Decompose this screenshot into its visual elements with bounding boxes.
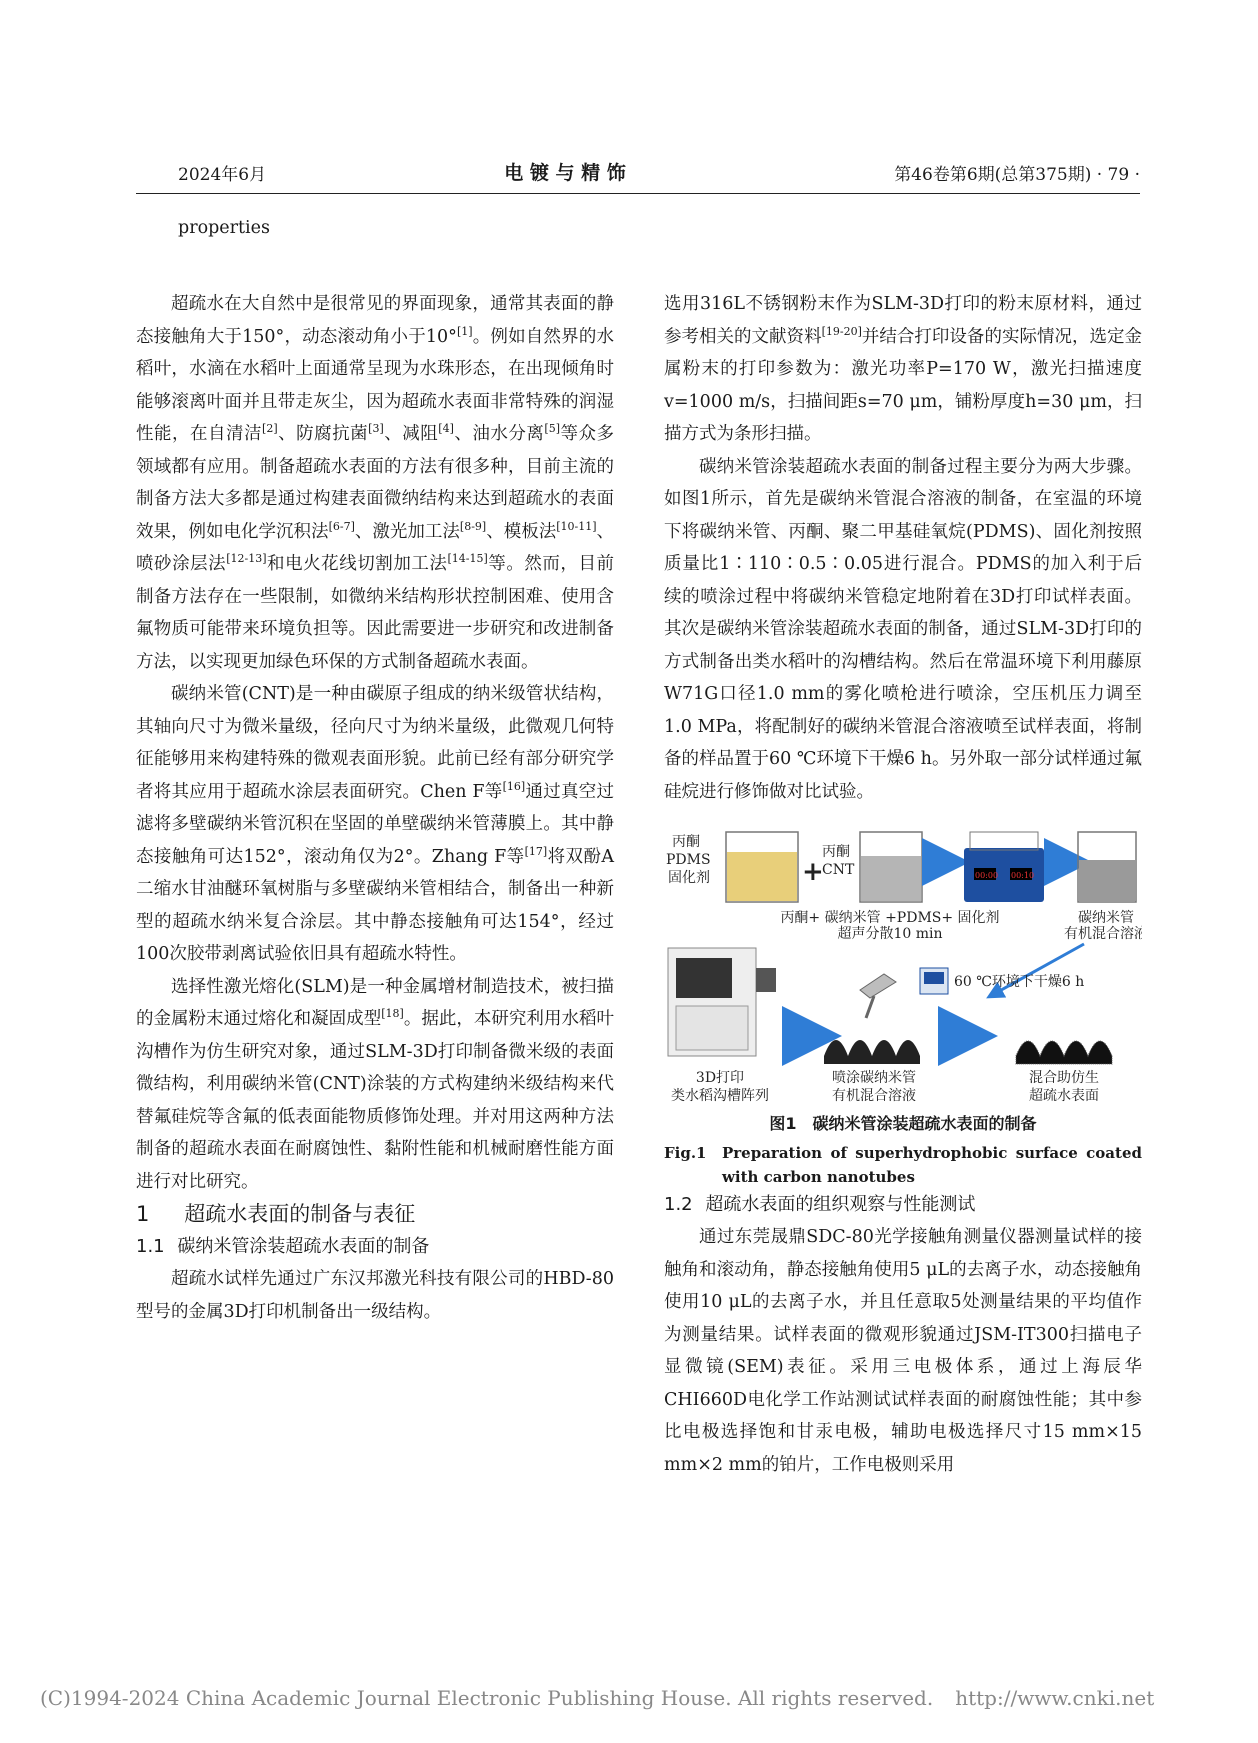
paragraph: 选用316L不锈钢粉末作为SLM-3D打印的粉末原材料，通过参考相关的文献资料[19-20]并结合打印设备的实际情况，选定金属粉末的打印参数为：激光功率P=170 W，激光扫描速度v=1000 m/s，扫描间距s=70 μm，铺粉厚度h=30 μm，扫描方式为条形扫描。 [664,294,1143,444]
svg-text:碳纳米管: 碳纳米管 [1078,910,1134,926]
paragraph: 碳纳米管涂装超疏水表面的制备过程主要分为两大步骤。如图1所示，首先是碳纳米管混合溶液的制备，在室温的环境下将碳纳米管、丙酮、聚二甲基硅氧烷(PDMS)、固化剂按照质量比1∶110∶0.5∶0.05进行混合。PDMS的加入利于后续的喷涂过程中将碳纳米管稳定地附着在3D打印试样表面。其次是碳纳米管涂装超疏水表面的制备，通过SLM-3D打印的方式制备出类水稻叶的沟槽结构。然后在常温环境下利用藤原W71G口径1.0 mm的雾化喷枪进行喷涂，空压机压力调至1.0 MPa，将配制好的碳纳米管混合溶液喷至试样表面，将制备的样品置于60 ℃环境下干燥6 h。另外取一部分试样通过氟硅烷进行修饰做对比试验。 [664,456,1142,802]
figure-1 [664,818,1142,1108]
citation: [2] [262,422,278,436]
svg-text:PDMS: PDMS [666,852,711,868]
citation: [8-9] [459,519,487,533]
citation: [6-7] [328,519,355,533]
3d-printer-icon [668,948,776,1056]
svg-text:有机混合溶液: 有机混合溶液 [1064,926,1142,942]
paragraph: 超疏水在大自然中是很常见的界面现象，通常其表面的静态接触角大于150°，动态滚动角小于10°[1]。例如自然界的水稻叶，水滴在水稻叶上面通常呈现为水珠形态，在出现倾角时能够滚离叶面并且带走灰尘，因为超疏水表面非常特殊的润湿性能，在自清洁[2]、防腐抗菌[3]、减阻[4]、油水分离[5]等众多领域都有应用。制备超疏水表面的方法有很多种，目前主流的制备方法大多都是通过构建表面微纳结构来达到超疏水的表面效果，例如电化学沉积法[6-7]、激光加工法[8-9]、模板法[10-11]、喷砂涂层法[12-13]和电火花线切割加工法[14-15]等。然而，目前制备方法存在一些限制，如微纳米结构形状控制困难、使用含氟物质可能带来环境负担等。因此需要进一步研究和改进制备方法，以实现更加绿色环保的方式制备超疏水表面。 [136,294,615,672]
citation: [10-11] [556,519,597,533]
svg-text:CNT: CNT [822,862,855,878]
drying-oven-icon [920,968,948,994]
section-heading-1: 1 超疏水表面的制备与表征 [136,1202,416,1226]
journal-title: 电 镀 与 精 饰 [504,162,626,184]
header-date: 2024年6月 [178,165,267,185]
issue-info: 第46卷第6期(总第375期) · 79 · [894,165,1140,185]
left-top-text: properties [178,218,270,238]
spray-gun-icon [860,974,896,1018]
right-column [664,288,1142,1481]
footer-url: http://www.cnki.net [955,1686,1155,1710]
svg-text:超疏水表面: 超疏水表面 [1029,1088,1099,1104]
svg-text:丙酮: 丙酮 [822,844,850,860]
liquid-yellow [727,852,797,901]
citation: [5] [544,422,561,436]
plus-icon: + [802,857,824,887]
grooved-surface-icon [824,1040,920,1064]
figure-1-diagram [664,818,1142,1108]
svg-text:3D打印: 3D打印 [695,1070,745,1086]
beaker-2-icon [860,832,922,902]
svg-text:00:10: 00:10 [1011,871,1035,880]
paragraph: 碳纳米管(CNT)是一种由碳原子组成的纳米级管状结构，其轴向尺寸为微米量级，径向尺寸为纳米量级，此微观几何特征能够用来构建特殊的微观表面形貌。此前已经有部分研究学者将其应用于超疏水涂层表面研究。Chen F等[16]通过真空过滤将多壁碳纳米管沉积在坚固的单壁碳纳米管薄膜上。其中静态接触角可达152°，滚动角仅为2°。Zhang F等[17]将双酚A二缩水甘油醚环氧树脂与多壁碳纳米管相结合，制备出一种新型的超疏水纳米复合涂层。其中静态接触角可达154°，经过100次胶带剥离试验依旧具有超疏水特性。 [136,684,615,964]
paragraph: 通过东莞晟鼎SDC-80光学接触角测量仪器测量试样的接触角和滚动角，静态接触角使用5 μL的去离子水，动态接触角使用10 μL的去离子水，并且任意取5处测量结果的平均值作为测量结果。试样表面的微观形貌通过JSM-IT300扫描电子显微镜(SEM)表征。采用三电极体系，通过上海辰华CHI660D电化学工作站测试试样表面的耐腐蚀性能；其中参比电极选择饱和甘汞电极，辅助电极选择尺寸15 mm×15 mm×2 mm的铂片，工作电极则采用 [664,1227,1142,1475]
section-heading-1-2: 1.2 超疏水表面的组织观察与性能测试 [664,1193,976,1215]
svg-text:混合助仿生: 混合助仿生 [1029,1070,1099,1086]
citation: [4] [438,422,454,436]
paragraph: 超疏水试样先通过广东汉邦激光科技有限公司的HBD-80型号的金属3D打印机制备出一级结构。 [136,1269,614,1322]
beaker-1-icon [726,832,798,902]
grooved-surface-icon [1016,1041,1112,1064]
svg-text:60 ℃环境下干燥6 h: 60 ℃环境下干燥6 h [954,974,1085,990]
section-heading-1-1: 1.1 碳纳米管涂装超疏水表面的制备 [136,1235,430,1257]
svg-text:喷涂碳纳米管: 喷涂碳纳米管 [832,1070,916,1086]
svg-text:有机混合溶液: 有机混合溶液 [832,1088,916,1104]
svg-text:固化剂: 固化剂 [668,870,710,886]
citation: [14-15] [447,552,488,566]
ultrasonic-machine-icon [964,832,1044,902]
citation: [19-20] [821,324,862,338]
paragraph: 选择性激光熔化(SLM)是一种金属增材制造技术，被扫描的金属粉末通过熔化和凝固成型[18]。据此，本研究利用水稻叶沟槽作为仿生研究对象，通过SLM-3D打印制备微米级的表面微结构，利用碳纳米管(CNT)涂装的方式构建纳米级结构来代替氟硅烷等含氟的低表面能物质修饰处理。并对用这两种方法制备的超疏水表面在耐腐蚀性、黏附性能和机械耐磨性能方面进行对比研究。 [136,976,614,1192]
beaker-3-icon [1078,832,1136,902]
svg-text:类水稻沟槽阵列: 类水稻沟槽阵列 [671,1088,769,1104]
citation: [1] [456,324,473,338]
citation: [17] [524,844,548,858]
copyright-text: (C)1994-2024 China Academic Journal Electronic Publishing House. All rights reserved. [40,1686,934,1710]
figure-caption-en: Fig.1 Preparation of superhydrophobic surface coated with carbon nanotubes [664,1143,1142,1186]
left-column [136,288,614,1328]
citation: [12-13] [226,552,267,566]
citation: [16] [502,779,526,793]
svg-text:丙酮+ 碳纳米管 +PDMS+ 固化剂: 丙酮+ 碳纳米管 +PDMS+ 固化剂 [780,910,1000,926]
svg-text:00:00: 00:00 [975,871,999,880]
citation: [3] [368,422,384,436]
figure-caption-zh: 图1 碳纳米管涂装超疏水表面的制备 [769,1114,1037,1133]
citation: [18] [381,1007,404,1021]
header-rule [136,193,1140,194]
svg-text:超声分散10 min: 超声分散10 min [837,926,943,942]
footer [40,1686,1154,1710]
svg-text:丙酮: 丙酮 [672,834,700,850]
